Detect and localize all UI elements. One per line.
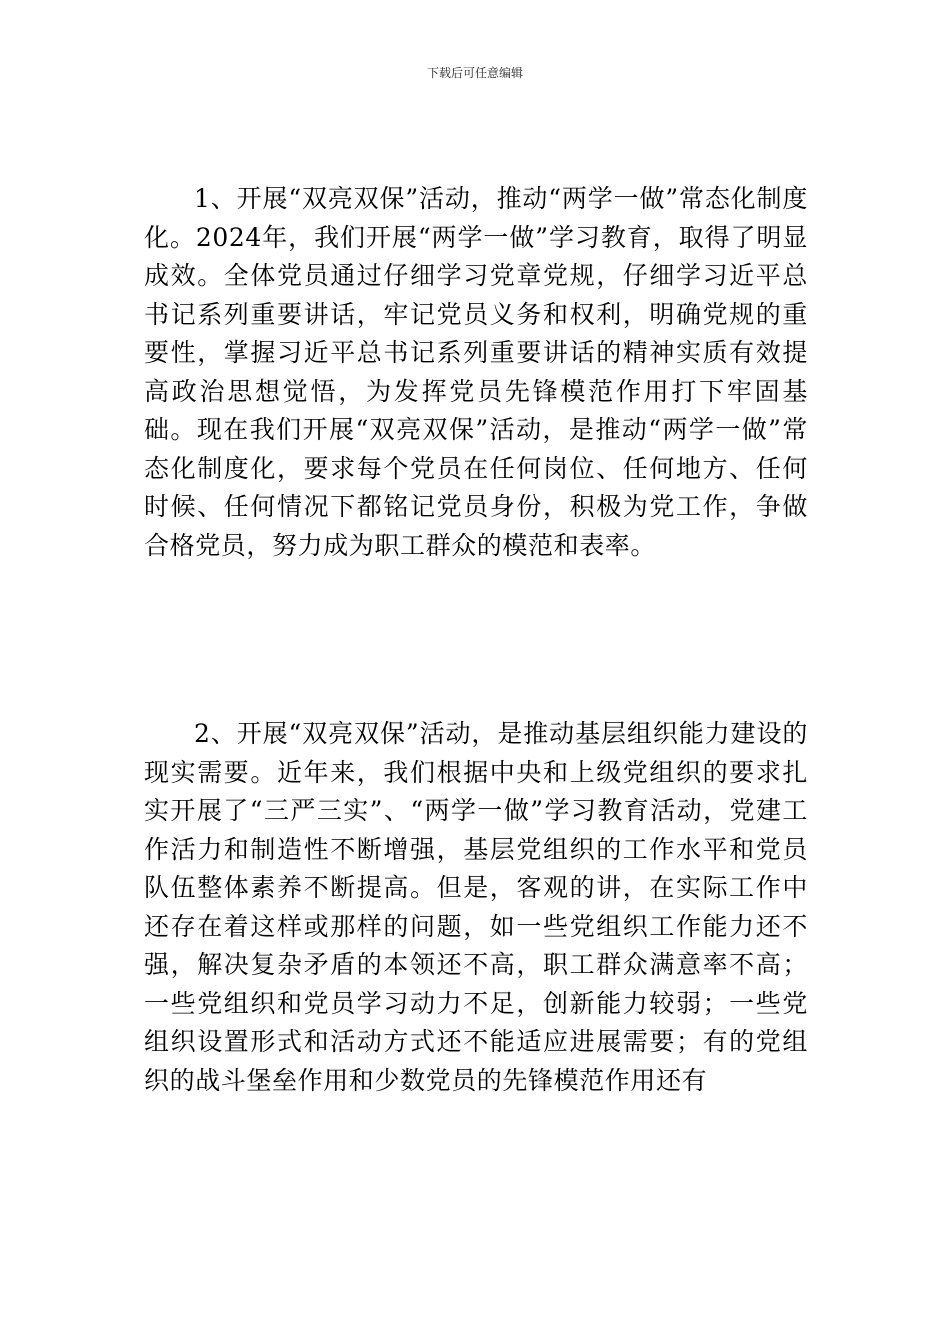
paragraph-2: 2、开展“双亮双保”活动，是推动基层组织能力建设的现实需要。近年来，我们根据中央和上级党组织的要求扎实开展了“三严三实”、“两学一做”学习教育活动，党建工作活力和制造性不断增强，基层党组织的工作水平和党员队伍整体素养不断提高。但是，客观的讲，在实际工作中还存在着这样或那样的问题，如一些党组织工作能力还不强，解决复杂矛盾的本领还不高，职工群众满意率不高；一些党组织和党员学习动力不足，创新能力较弱；一些党组织设置形式和活动方式还不能适应进展需要；有的党组织的战斗堡垒作用和少数党员的先锋模范作用还有 (144, 719, 808, 1095)
paragraph-1: 1、开展“双亮双保”活动，推动“两学一做”常态化制度化。2024年，我们开展“两学一做”学习教育，取得了明显成效。全体党员通过仔细学习党章党规，仔细学习近平总书记系列重要讲话，牢记党员义务和权利，明确党规的重要性，掌握习近平总书记系列重要讲话的精神实质有效提高政治思想觉悟，为发挥党员先锋模范作用打下牢固基础。现在我们开展“双亮双保”活动，是推动“两学一做”常态化制度化，要求每个党员在任何岗位、任何地方、任何时候、任何情况下都铭记党员身份，积极为党工作，争做合格党员，努力成为职工群众的模范和表率。 (144, 184, 808, 560)
page-header: 下载后可任意编辑 (426, 66, 523, 80)
